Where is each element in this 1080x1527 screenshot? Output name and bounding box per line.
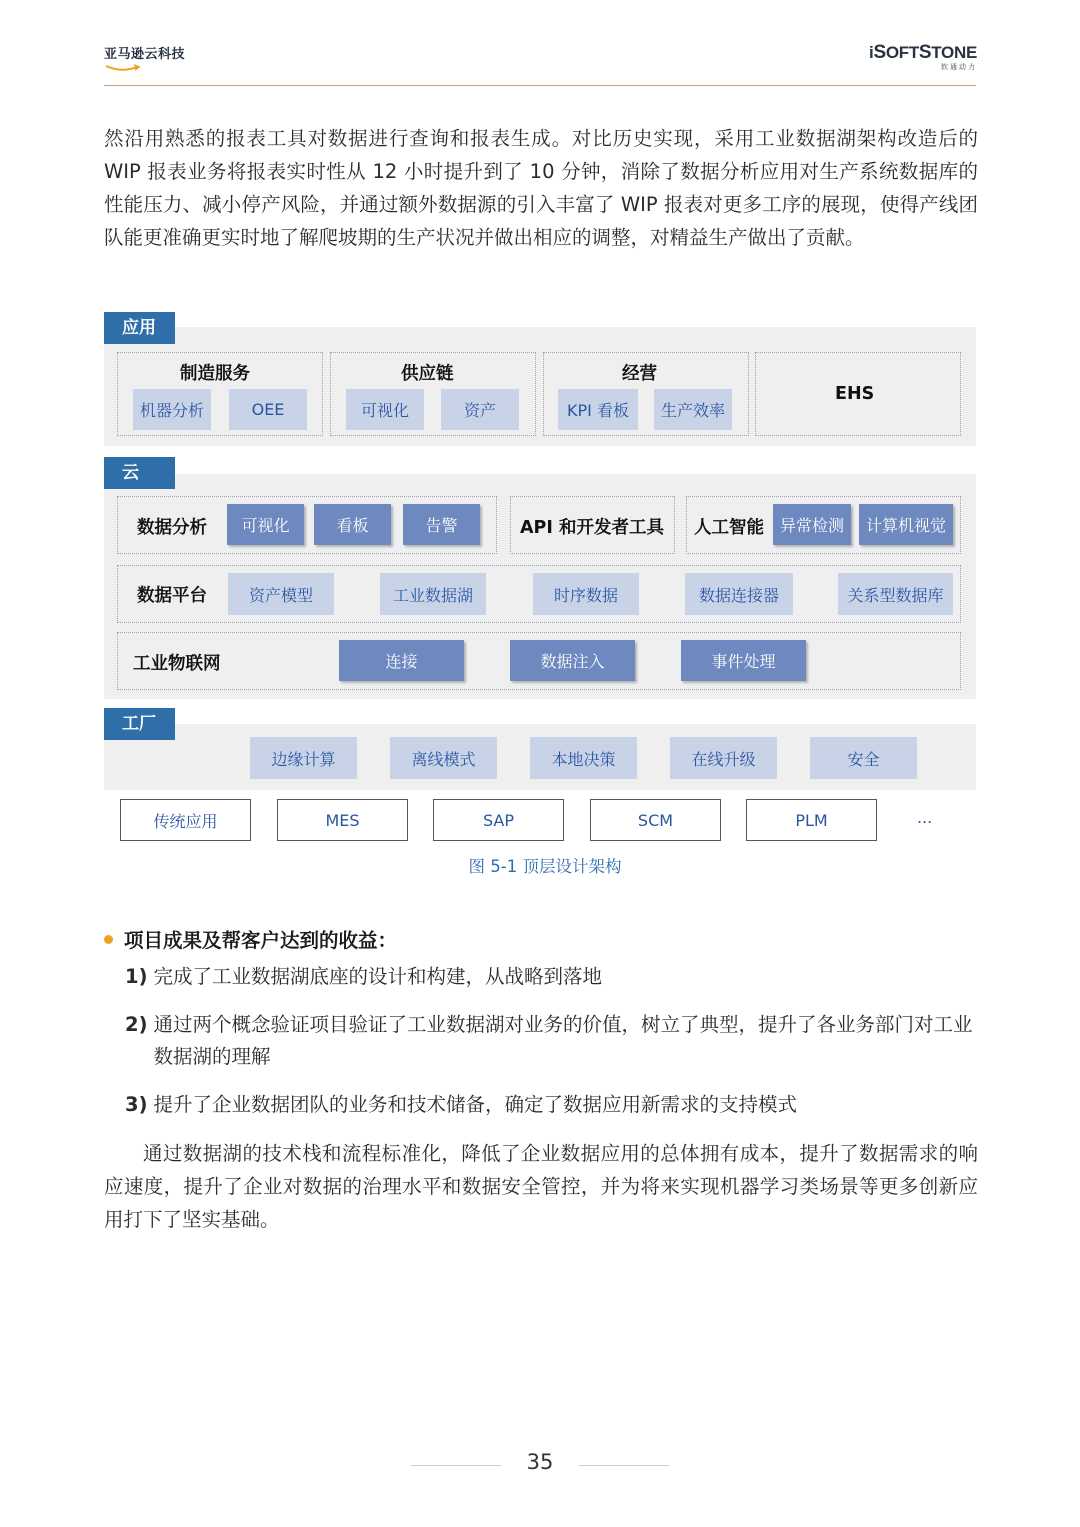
intro-paragraph: 然沿用熟悉的报表工具对数据进行查询和报表生成。对比历史实现，采用工业数据湖架构改造后的 WIP 报表业务将报表实时性从 12 小时提升到了 10 分钟，消除了数据分析应用对生产系统数据库的性能压力、减小停产风险，并通过额外数据源的引入丰富了 WIP 报表对更多工序的展现，使得产线团队能更准确更实时地了解爬坡期的生产状况并做出相应的调整，对精益生产做出了贡献。 — [104, 127, 978, 249]
footer-line-left — [411, 1465, 501, 1466]
header-divider — [104, 85, 976, 86]
result-item-number: 3) — [125, 1093, 148, 1116]
factory-item: 安全 — [810, 737, 917, 779]
footer-line-right — [579, 1465, 669, 1466]
app-item: 生产效率 — [654, 389, 732, 430]
result-item — [125, 961, 978, 993]
app-item: 资产 — [441, 389, 519, 430]
result-item-text: 提升了企业数据团队的业务和技术储备，确定了数据应用新需求的支持模式 — [153, 1093, 797, 1116]
cloud-platform-item: 数据连接器 — [685, 573, 793, 615]
cloud-ai-item: 异常检测 — [773, 504, 851, 545]
app-layer-tag: 应用 — [104, 312, 175, 344]
cloud-platform-item: 工业数据湖 — [380, 573, 486, 615]
cloud-iot-item: 数据注入 — [510, 640, 635, 681]
app-group-title: EHS — [835, 384, 875, 404]
app-group-title: 制造服务 — [180, 364, 250, 384]
header-brand-right — [869, 42, 977, 72]
factory-layer-tag: 工厂 — [104, 708, 175, 740]
system-box: SAP — [433, 799, 564, 841]
result-item — [125, 1089, 978, 1121]
cloud-iot-label: 工业物联网 — [133, 654, 221, 674]
factory-item: 在线升级 — [670, 737, 777, 779]
cloud-api-label: API 和开发者工具 — [520, 518, 664, 538]
system-box: SCM — [590, 799, 721, 841]
cloud-analysis-item: 看板 — [314, 504, 391, 545]
results-heading — [104, 925, 397, 953]
app-group-title: 经营 — [622, 364, 657, 384]
cloud-platform-item: 资产模型 — [228, 573, 334, 615]
app-item: 可视化 — [346, 389, 424, 430]
figure-caption: 图 5-1 顶层设计架构 — [468, 857, 622, 876]
aws-brand-text: 亚马逊云科技 — [104, 47, 186, 62]
result-item-text: 通过两个概念验证项目验证了工业数据湖对业务的价值，树立了典型，提升了各业务部门对工业数据湖的理解 — [153, 1013, 973, 1068]
app-item: OEE — [229, 389, 307, 430]
cloud-analysis-item: 告警 — [403, 504, 480, 545]
systems-more: ... — [917, 808, 933, 827]
factory-item: 离线模式 — [390, 737, 497, 779]
factory-item: 本地决策 — [530, 737, 637, 779]
system-box: PLM — [746, 799, 877, 841]
bullet-dot-icon — [104, 935, 113, 944]
result-item-number: 1) — [125, 965, 148, 988]
app-group-title: 供应链 — [401, 364, 454, 384]
system-box: 传统应用 — [120, 799, 251, 841]
cloud-layer-tag: 云 — [104, 457, 175, 489]
results-title: 项目成果及帮客户达到的收益： — [124, 929, 398, 952]
header-brand-left — [104, 43, 185, 73]
result-item-number: 2) — [125, 1013, 148, 1036]
cloud-iot-item: 连接 — [339, 640, 464, 681]
cloud-platform-item: 时序数据 — [533, 573, 639, 615]
cloud-platform-item: 关系型数据库 — [838, 573, 953, 615]
cloud-analysis-label: 数据分析 — [137, 518, 207, 538]
cloud-ai-item: 计算机视觉 — [859, 504, 953, 545]
app-item: 机器分析 — [133, 389, 211, 430]
page-number: 35 — [526, 1450, 554, 1474]
cloud-ai-label: 人工智能 — [694, 518, 764, 538]
closing-paragraph: 通过数据湖的技术栈和流程标准化，降低了企业数据应用的总体拥有成本，提升了数据需求的响应速度，提升了企业对数据的治理水平和数据安全管控，并为将来实现机器学习类场景等更多创新应用打下了坚实基础。 — [104, 1142, 978, 1231]
app-item: KPI 看板 — [558, 389, 638, 430]
system-box: MES — [277, 799, 408, 841]
cloud-platform-label: 数据平台 — [137, 586, 207, 606]
cloud-analysis-item: 可视化 — [227, 504, 304, 545]
factory-item: 边缘计算 — [250, 737, 357, 779]
aws-smile-icon — [104, 63, 142, 73]
cloud-iot-item: 事件处理 — [681, 640, 806, 681]
result-item — [125, 1009, 978, 1073]
result-item-text: 完成了工业数据湖底座的设计和构建，从战略到落地 — [153, 965, 602, 988]
isoftstone-subtitle: 软通动力 — [941, 63, 977, 71]
isoftstone-logo: iSOFTSTONE — [869, 42, 977, 63]
